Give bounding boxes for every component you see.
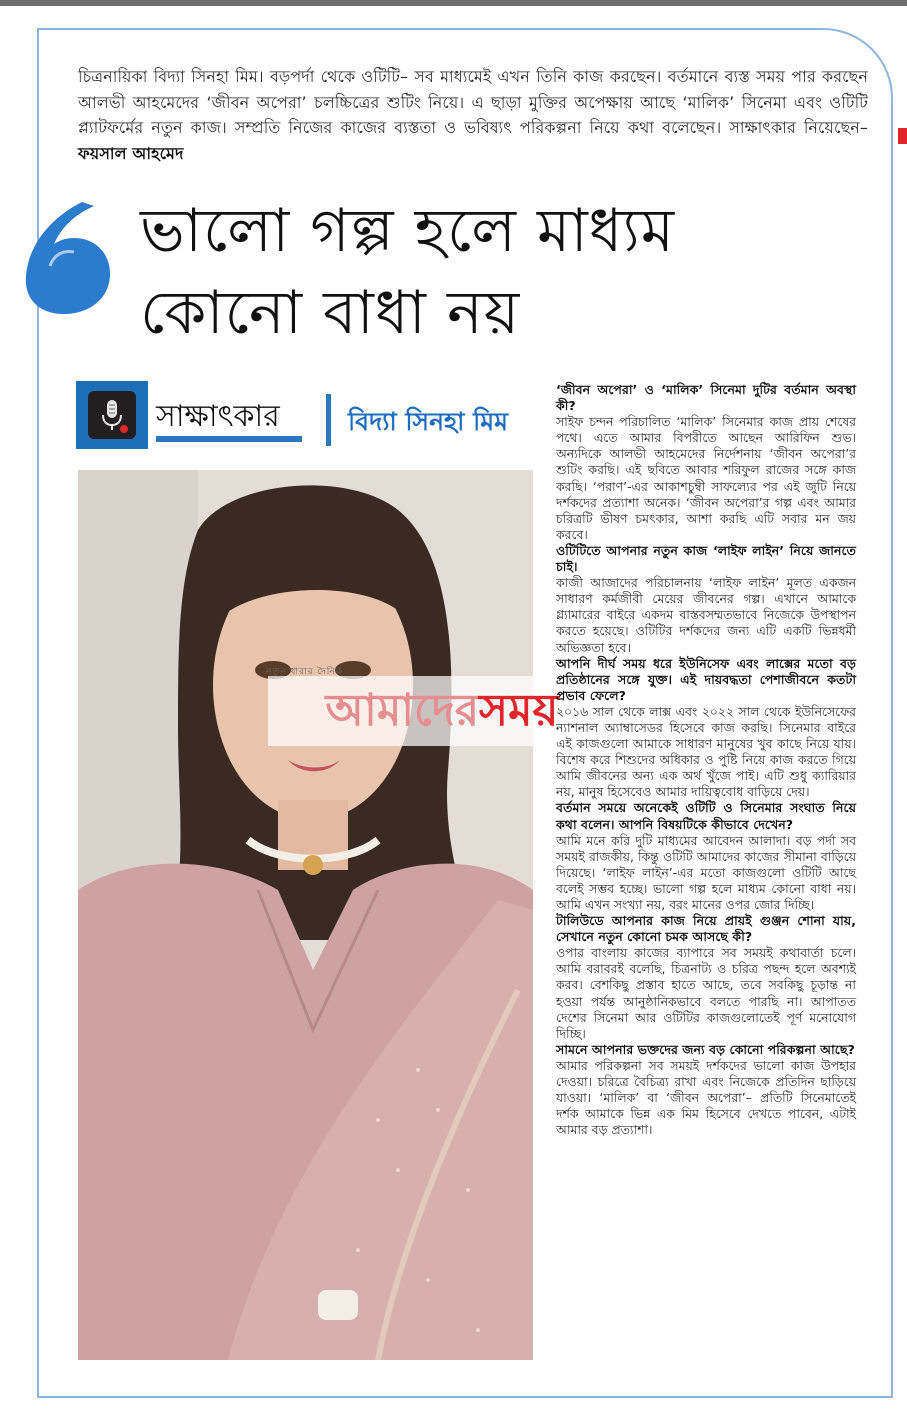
microphone-icon <box>88 391 136 439</box>
question-6: সামনে আপনার ভক্তদের জন্য বড় কোনো পরিকল্পনা আছে? <box>556 1041 855 1057</box>
headline-line-1: ভালো গল্প হলে মাধ্যম <box>140 196 676 266</box>
answer-2: কাজী আজাদের পরিচালনায় ‘লাইফ লাইন’ মূলত একজন সাধারণ কর্মজীবী মেয়ের জীবনের গল্প। এখানে আমাকে গ্ল্যামারের বাইরে একদম বাস্তবসম্মতভাবে নিজেকে উপস্থাপন করতে হয়েছে। ওটিটির দর্শকদের জন্য এটি একটি ভিন্নধর্মী অভিজ্ঞতা হবে। <box>556 575 856 655</box>
answer-5: ওপার বাংলায় কাজের ব্যাপারে সব সময়ই কথাবার্তা চলে। আমি বরাবরই বলেছি, চিত্রনাট্য ও চরিত্র পছন্দ হলে অবশ্যই করব। বেশকিছু প্রস্তাব হাতে আছে, তবে সবকিছু চূড়ান্ত না হওয়া পর্যন্ত আনুষ্ঠানিকভাবে বলতে পারছি না। আপাতত দেশের সিনেমা আর ওটিটির কাজগুলোতেই পূর্ণ মনোযোগ দিচ্ছি। <box>556 945 856 1041</box>
watermark-word-2: সময় <box>479 685 559 736</box>
interview-body <box>556 382 856 1138</box>
section-underline <box>156 436 302 442</box>
edge-color-mark <box>898 128 907 144</box>
answer-3: ২০১৬ সাল থেকে লাক্স এবং ২০২২ সাল থেকে ইউনিসেফের ন্যাশনাল অ্যাম্বাসেডর হিসেবে কাজ করছি। সিনেমার বাইরে এই কাজগুলো আমাকে সাধারণ মানুষের খুব কাছে নিয়ে যায়। বিশেষ করে শিশুদের অধিকার ও পুষ্টি নিয়ে কাজ করতে গিয়ে আমি জীবনের অন্য এক অর্থ খুঁজে পাই। এটি শুধু ক্যারিয়ার নয়, মানুষ হিসেবেও আমার দায়িত্ববোধ বাড়িয়ে দেয়। <box>556 703 856 800</box>
intro-paragraph <box>78 64 868 166</box>
question-5: টালিউডে আপনার কাজ নিয়ে প্রায়ই গুঞ্জন শোনা যায়, সেখানে নতুন কোনো চমক আসছে কী? <box>556 913 856 945</box>
interviewer-name: ফয়সাল আহমেদ <box>78 143 184 163</box>
question-3: আপনি দীর্ঘ সময় ধরে ইউনিসেফ এবং লাক্সের মতো বড় প্রতিষ্ঠানের সঙ্গে যুক্ত। এই দায়বদ্ধতা পেশাজীবনে কতটা প্রভাব ফেলে? <box>556 655 856 703</box>
portrait-photo <box>78 470 533 1360</box>
answer-1: সাইফ চন্দন পরিচালিত ‘মালিক’ সিনেমার কাজ প্রায় শেষের পথে। এতে আমার বিপরীতে আছেন আরিফিন শুভ। অন্যদিকে আলভী আহমেদের নির্দেশনায় ‘জীবন অপেরা’র শুটিং করছি। এই ছবিতে আবার শরিফুল রাজের সঙ্গে কাজ করছি। ‘পরাণ’-এর আকাশচুম্বী সাফল্যের পর এই জুটি নিয়ে দর্শকদের প্রত্যাশা অনেক। ‘জীবন অপেরা’র গল্প এবং আমার চরিত্রটি ভীষণ চমৎকার, আশা করছি এটি সবার মন জয় করবে। <box>556 414 856 542</box>
watermark-word-1: আমাদের <box>325 685 480 736</box>
byline: বিদ্যা সিনহা মিম <box>348 407 508 436</box>
watermark-tagline: নতুন ধারার দৈনিক <box>266 667 343 677</box>
intro-text: চিত্রনায়িকা বিদ্যা সিনহা মিম। বড়পর্দা থেকে ওটিটি– সব মাধ্যমেই এখন তিনি কাজ করছেন। বর্তমানে ব্যস্ত সময় পার করছেন আলভী আহমেদের ‘জীবন অপেরা’ চলচ্চিত্রের শুটিং নিয়ে। এ ছাড়া মুক্তির অপেক্ষায় আছে ‘মালিক’ সিনেমা এবং ওটিটি প্ল্যাটফর্মের নতুন কাজ। সম্প্রতি নিজের কাজের ব্যস্ততা ও ভবিষ্যৎ পরিকল্পনা নিয়ে কথা বলেছেন। সাক্ষাৎকার নিয়েছেন– <box>78 67 868 137</box>
top-rule <box>0 0 907 6</box>
headline <box>140 190 880 354</box>
section-icon-box <box>76 381 148 449</box>
section-divider <box>326 394 331 446</box>
section-label: সাক্ষাৎকার <box>156 399 280 434</box>
question-1: ‘জীবন অপেরা’ ও ‘মালিক’ সিনেমা দুটির বর্তমান অবস্থা কী? <box>556 382 856 414</box>
headline-line-2: কোনো বাধা নয় <box>140 278 521 348</box>
quote-icon <box>20 196 120 316</box>
answer-6: আমার পরিকল্পনা সব সময়ই দর্শকদের ভালো কাজ উপহার দেওয়া। চরিত্রে বৈচিত্র্য রাখা এবং নিজেকে প্রতিদিন ছাড়িয়ে যাওয়া। ‘মালিক’ বা ‘জীবন অপেরা’– প্রতিটি সিনেমাতেই দর্শক আমাকে ভিন্ন এক মিম হিসেবে দেখতে পাবেন, এটাই আমার বড় প্রত্যাশা। <box>556 1057 856 1138</box>
question-4: বর্তমান সময়ে অনেকেই ওটিটি ও সিনেমার সংঘাত নিয়ে কথা বলেন। আপনি বিষয়টিকে কীভাবে দেখেন? <box>556 800 856 832</box>
answer-4: আমি মনে করি দুটি মাধ্যমের আবেদন আলাদা। বড় পর্দা সব সময়ই রাজকীয়, কিন্তু ওটিটি আমাদের কাজের সীমানা বাড়িয়ে দিয়েছে। ‘লাইফ লাইন’-এর মতো কাজগুলো ওটিটি আছে বলেই সম্ভব হচ্ছে। ভালো গল্প হলে মাধ্যম কোনো বাধা নয়। আমি এখন সংখ্যা নয়, বরং মানের ওপর জোর দিচ্ছি। <box>556 832 856 912</box>
question-2: ওটিটিতে আপনার নতুন কাজ ‘লাইফ লাইন’ নিয়ে জানতে চাই। <box>556 542 856 575</box>
